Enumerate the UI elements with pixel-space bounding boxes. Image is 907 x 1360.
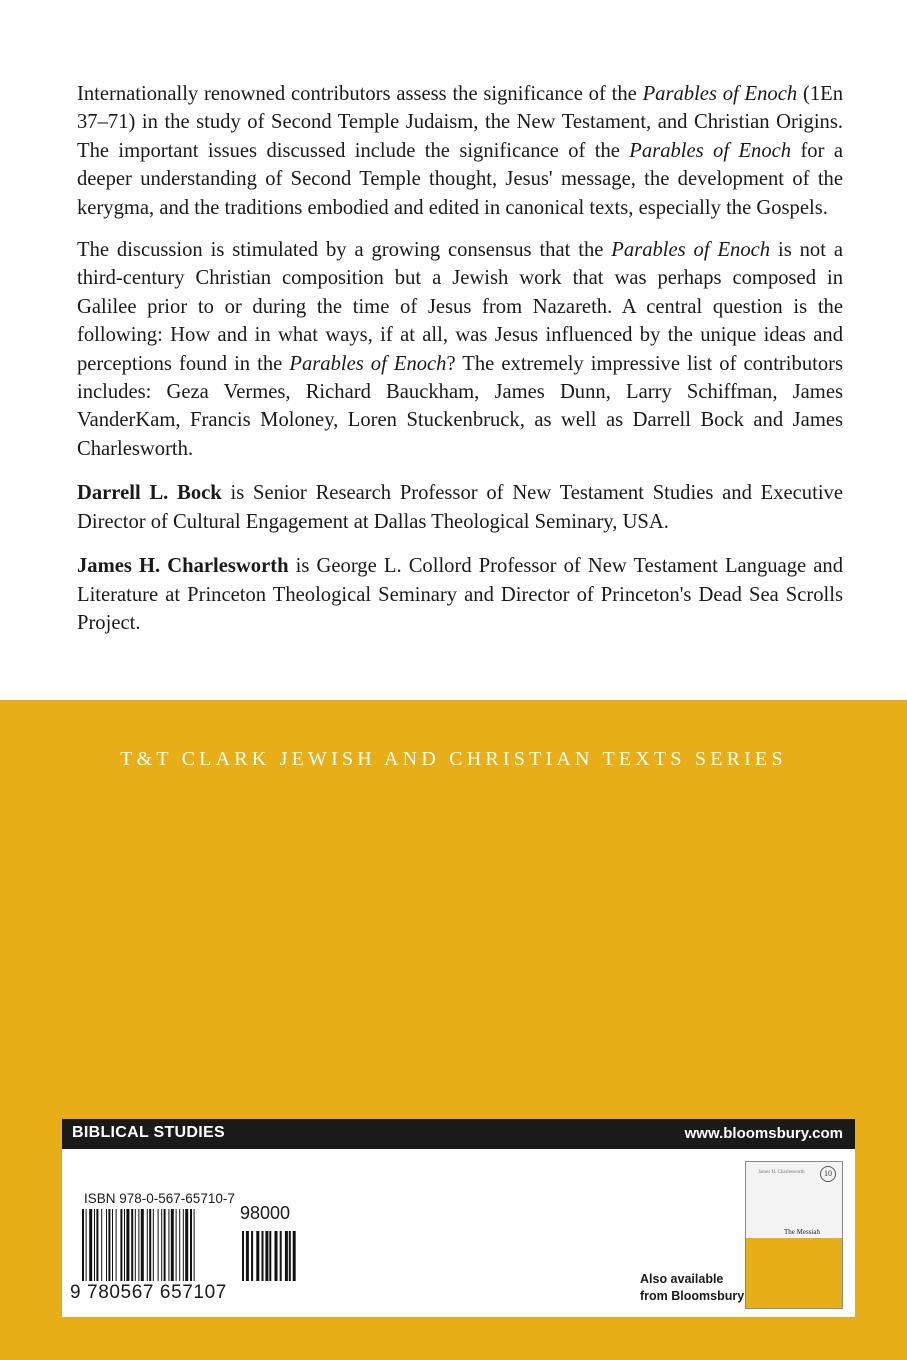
barcode-bar [183,1209,184,1281]
barcode-bar [289,1231,291,1281]
barcode-bar [176,1209,177,1281]
barcode-bar [149,1209,151,1281]
blurb-paragraph-2 [77,236,843,463]
editor-bio-bock [77,479,843,536]
series-title: T&T CLARK JEWISH AND CHRISTIAN TEXTS SERIES [120,748,787,770]
thumbnail-yellow-band [746,1238,842,1308]
barcode-bar [124,1209,125,1281]
barcode-bar [194,1209,195,1281]
editor-bio-text: is Senior Research Professor of New Testament Studies and Executive Director of Cultural Engagement at Dallas Theological Seminary, USA. [77,482,843,533]
editor-name: James H. Charlesworth [77,555,289,578]
barcode-bar [293,1231,296,1281]
blurb-paragraph-1 [77,80,843,222]
barcode-number: 9 780567 657107 [70,1282,227,1303]
barcode-bar [147,1209,148,1281]
related-book-thumbnail[interactable] [745,1161,843,1309]
barcode-bar [126,1209,129,1281]
barcode-bar [179,1209,180,1281]
price-code: 98000 [240,1203,291,1223]
thumbnail-author: James H. Charlesworth [758,1170,805,1175]
barcode-bar [101,1209,102,1281]
blurb [77,80,843,651]
barcode-bar [108,1209,110,1281]
blurb-text: for a deeper understanding of Second Temple thought, Jesus' message, the development of the kerygma, and the traditions embodied and edited in canonical texts, especially the Gospels. [77,139,843,219]
barcode-bar [262,1231,264,1281]
editor-bio-text: is George L. Collord Professor of New Testament Language and Literature at Princeton Theological Seminary and Director of Princeton's Dead Sea Scrolls Project. [77,555,843,634]
also-available-line: from Bloomsbury [640,1289,745,1303]
thumbnail-title: The Messiah [784,1228,820,1236]
isbn-label: ISBN 978-0-567-65710-7 [84,1191,235,1206]
barcode-bar [106,1209,107,1281]
barcode-bar [285,1231,288,1281]
barcode-bar [190,1209,192,1281]
barcode-bar [153,1209,154,1281]
blurb-text: The discussion is stimulated by a growing consensus that the [77,239,612,262]
blurb-text: ? The extremely impressive list of contributors includes: Geza Vermes, Richard Bauckham, James Dunn, Larry Schiffman, James VanderKam, Francis Moloney, Loren Stuckenbruck, as well as Darrell Bock and James Charlesworth. [77,352,844,460]
barcode-bar [120,1209,122,1281]
blurb-text: Internationally renowned contributors assess the significance of the [77,83,643,105]
barcode-bar [280,1231,282,1281]
book-title-italic: Parables of Enoch [642,83,798,105]
barcode-box [62,1149,855,1317]
volume-number-badge: 10 [820,1166,836,1182]
book-title-italic: Parables of Enoch [611,239,771,262]
also-available-line: Also available [640,1272,724,1286]
editor-name: Darrell L. Bock [77,482,222,505]
website-link[interactable]: www.bloomsbury.com [684,1125,843,1142]
barcode-bar [269,1231,271,1281]
barcode-bar [82,1209,84,1281]
barcode-bar [242,1231,244,1281]
barcode-bar [171,1209,174,1281]
barcode-bar [116,1209,117,1281]
book-title-italic: Parables of Enoch [289,352,447,375]
blurb-text: is not a third-century Christian composition but a Jewish work that was perhaps composed in Galilee prior to or during the time of Jesus from Nazareth. A central question is the following: How and in what ways, if at all, was Jesus influenced by the unique ideas and perceptions found in the [77,239,843,375]
also-available-note [640,1271,744,1305]
barcode-bar [168,1209,169,1281]
barcode-bar [86,1209,87,1281]
barcode-bar [246,1231,249,1281]
barcode-bar [161,1209,162,1281]
barcode-bar [135,1209,136,1281]
barcode-bar [112,1209,113,1281]
barcode-bar [141,1209,144,1281]
barcode-bar [158,1209,159,1281]
blurb-text: (1En 37–71) in the study of Second Temple Judaism, the New Testament, and Christian Origins. The important issues discussed include the significance of the [77,83,843,162]
barcode-bar [251,1231,253,1281]
barcode-bar [94,1209,95,1281]
barcode-bar [131,1209,133,1281]
category-label: BIBLICAL STUDIES [72,1124,225,1141]
barcode-bar [164,1209,166,1281]
barcode-bar [185,1209,188,1281]
barcode-bar [96,1209,98,1281]
barcode-bar [265,1231,268,1281]
book-title-italic: Parables of Enoch [629,139,792,162]
barcode-bar [275,1231,278,1281]
barcode-bar [256,1231,259,1281]
barcode-bar [89,1209,92,1281]
category-bar [62,1119,855,1149]
barcode-bar [138,1209,139,1281]
editor-bio-charlesworth [77,552,843,637]
